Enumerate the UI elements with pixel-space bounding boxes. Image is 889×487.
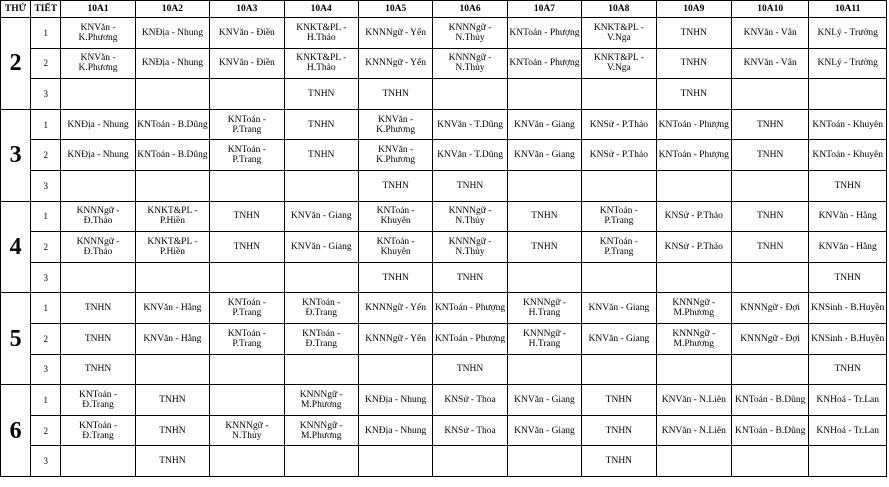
schedule-cell: KNToán - Đ.Trang: [284, 323, 358, 354]
schedule-cell: [433, 79, 507, 110]
schedule-cell: KNNNgữ - N.Thủy: [433, 232, 507, 263]
schedule-cell: KNToán - B.Dũng: [135, 140, 209, 171]
header-class-10a9: 10A9: [656, 1, 731, 18]
header-class-10a8: 10A8: [582, 1, 656, 18]
schedule-cell: KNSinh - B.Huyền: [809, 293, 887, 324]
schedule-cell: KNVăn - Giang: [582, 323, 656, 354]
schedule-cell: [61, 170, 135, 201]
schedule-cell: KNToán - P.Trang: [210, 293, 284, 324]
schedule-cell: [358, 446, 432, 477]
schedule-cell: KNSử - Thoa: [433, 385, 507, 416]
schedule-cell: KNKT&PL - P.Hiền: [135, 201, 209, 232]
schedule-cell: KNVăn - K.Phương: [61, 18, 135, 49]
schedule-cell: KNToán - Đ.Trang: [61, 415, 135, 446]
schedule-cell: KNVăn - Hằng: [809, 201, 887, 232]
schedule-cell: KNVăn - Giang: [507, 140, 581, 171]
schedule-cell: [210, 170, 284, 201]
day-cell: 3: [1, 109, 31, 201]
schedule-cell: KNVăn - Vân: [731, 18, 808, 49]
schedule-cell: [135, 170, 209, 201]
schedule-cell: TNHN: [358, 170, 432, 201]
period-cell: 2: [31, 232, 61, 263]
schedule-cell: [731, 262, 808, 293]
timetable-row: [1, 446, 887, 477]
schedule-cell: [284, 262, 358, 293]
period-cell: 1: [31, 201, 61, 232]
schedule-cell: [61, 446, 135, 477]
day-cell: 4: [1, 201, 31, 293]
schedule-cell: KNSử - P.Thảo: [582, 109, 656, 140]
timetable-row: [1, 323, 887, 354]
schedule-cell: TNHN: [284, 109, 358, 140]
schedule-cell: KNSử - P.Thảo: [656, 232, 731, 263]
header-class-10a3: 10A3: [210, 1, 284, 18]
schedule-cell: KNNNgữ - Đợi: [731, 323, 808, 354]
schedule-cell: KNVăn - T.Dũng: [433, 140, 507, 171]
period-cell: 3: [31, 79, 61, 110]
schedule-cell: KNNNgữ - M.Phương: [284, 415, 358, 446]
timetable-row: [1, 18, 887, 49]
schedule-cell: [582, 262, 656, 293]
schedule-cell: [507, 262, 581, 293]
header-period: TIẾT: [31, 1, 61, 18]
header-row: [1, 1, 887, 18]
schedule-cell: KNVăn - Hằng: [135, 293, 209, 324]
schedule-cell: KNToán - Khuyên: [809, 140, 887, 171]
timetable-row: [1, 232, 887, 263]
schedule-cell: KNVăn - K.Phương: [61, 48, 135, 79]
schedule-cell: TNHN: [731, 140, 808, 171]
schedule-cell: TNHN: [731, 109, 808, 140]
schedule-cell: [731, 79, 808, 110]
schedule-cell: KNToán - B.Dũng: [135, 109, 209, 140]
timetable-row: [1, 109, 887, 140]
period-cell: 2: [31, 140, 61, 171]
schedule-cell: KNĐịa - Nhung: [358, 385, 432, 416]
header-class-10a2: 10A2: [135, 1, 209, 18]
schedule-cell: KNVăn - K.Phương: [358, 140, 432, 171]
schedule-cell: [210, 262, 284, 293]
schedule-cell: TNHN: [433, 354, 507, 385]
schedule-cell: KNVăn - Giang: [284, 201, 358, 232]
timetable-row: [1, 293, 887, 324]
schedule-cell: KNKT&PL - H.Thảo: [284, 48, 358, 79]
header-class-10a1: 10A1: [61, 1, 135, 18]
schedule-cell: KNVăn - Giang: [284, 232, 358, 263]
schedule-cell: TNHN: [433, 262, 507, 293]
schedule-cell: KNNNgữ - M.Phương: [656, 293, 731, 324]
schedule-cell: [656, 262, 731, 293]
schedule-cell: [507, 79, 581, 110]
schedule-cell: [507, 354, 581, 385]
timetable-row: [1, 170, 887, 201]
schedule-cell: [433, 446, 507, 477]
period-cell: 2: [31, 323, 61, 354]
schedule-cell: TNHN: [656, 79, 731, 110]
schedule-cell: KNToán - Khuyên: [358, 232, 432, 263]
period-cell: 1: [31, 385, 61, 416]
schedule-cell: KNĐịa - Nhung: [135, 18, 209, 49]
schedule-cell: KNNNgữ - M.Phương: [656, 323, 731, 354]
schedule-cell: TNHN: [731, 201, 808, 232]
period-cell: 1: [31, 293, 61, 324]
schedule-cell: TNHN: [61, 354, 135, 385]
schedule-cell: TNHN: [582, 415, 656, 446]
schedule-cell: [135, 79, 209, 110]
header-class-10a7: 10A7: [507, 1, 581, 18]
schedule-cell: KNNNgữ - Đ.Thảo: [61, 201, 135, 232]
schedule-cell: KNNNgữ - H.Trang: [507, 293, 581, 324]
schedule-cell: KNĐịa - Nhung: [135, 48, 209, 79]
schedule-cell: KNSử - P.Thảo: [582, 140, 656, 171]
schedule-cell: [731, 170, 808, 201]
schedule-cell: TNHN: [358, 79, 432, 110]
period-cell: 2: [31, 48, 61, 79]
schedule-cell: [135, 354, 209, 385]
schedule-cell: KNVăn - Vân: [731, 48, 808, 79]
schedule-cell: KNNNgữ - Yến: [358, 293, 432, 324]
schedule-cell: TNHN: [656, 48, 731, 79]
schedule-cell: KNToán - Phượng: [656, 109, 731, 140]
schedule-cell: [284, 170, 358, 201]
schedule-cell: KNToán - Đ.Trang: [61, 385, 135, 416]
schedule-cell: TNHN: [210, 201, 284, 232]
period-cell: 3: [31, 262, 61, 293]
schedule-cell: [358, 354, 432, 385]
schedule-cell: KNKT&PL - V.Nga: [582, 18, 656, 49]
day-cell: 2: [1, 18, 31, 110]
schedule-cell: KNLý - Trường: [809, 18, 887, 49]
schedule-cell: KNNNgữ - Yến: [358, 323, 432, 354]
schedule-cell: TNHN: [284, 140, 358, 171]
schedule-cell: TNHN: [809, 354, 887, 385]
schedule-cell: [656, 170, 731, 201]
schedule-cell: KNToán - B.Dũng: [731, 415, 808, 446]
schedule-cell: KNKT&PL - V.Nga: [582, 48, 656, 79]
schedule-cell: [507, 446, 581, 477]
schedule-cell: KNNNgữ - N.Thủy: [433, 48, 507, 79]
schedule-cell: [210, 385, 284, 416]
schedule-cell: KNSinh - B.Huyền: [809, 323, 887, 354]
header-day: THỨ: [1, 1, 31, 18]
schedule-cell: KNVăn - Hằng: [809, 232, 887, 263]
header-class-10a6: 10A6: [433, 1, 507, 18]
schedule-cell: TNHN: [61, 293, 135, 324]
period-cell: 3: [31, 354, 61, 385]
schedule-cell: KNNNgữ - M.Phương: [284, 385, 358, 416]
schedule-cell: TNHN: [507, 201, 581, 232]
timetable-row: [1, 415, 887, 446]
schedule-cell: KNToán - P.Trang: [210, 109, 284, 140]
schedule-cell: KNVăn - Giang: [507, 109, 581, 140]
schedule-cell: TNHN: [582, 446, 656, 477]
schedule-cell: [731, 354, 808, 385]
schedule-cell: TNHN: [61, 323, 135, 354]
schedule-cell: TNHN: [507, 232, 581, 263]
schedule-cell: KNKT&PL - H.Thảo: [284, 18, 358, 49]
schedule-cell: [135, 262, 209, 293]
schedule-cell: [656, 354, 731, 385]
period-cell: 3: [31, 170, 61, 201]
schedule-cell: [656, 446, 731, 477]
period-cell: 1: [31, 109, 61, 140]
schedule-cell: [809, 79, 887, 110]
schedule-cell: TNHN: [135, 385, 209, 416]
schedule-cell: KNNNgữ - N.Thủy: [210, 415, 284, 446]
schedule-cell: KNĐịa - Nhung: [61, 140, 135, 171]
schedule-cell: KNVăn - K.Phương: [358, 109, 432, 140]
header-class-10a10: 10A10: [731, 1, 808, 18]
schedule-cell: TNHN: [809, 262, 887, 293]
schedule-cell: KNToán - Phượng: [507, 18, 581, 49]
schedule-cell: KNNNgữ - Đ.Thảo: [61, 232, 135, 263]
schedule-cell: [284, 446, 358, 477]
schedule-cell: [809, 446, 887, 477]
schedule-cell: KNSử - P.Thảo: [656, 201, 731, 232]
timetable-row: [1, 201, 887, 232]
schedule-cell: KNToán - Khuyên: [809, 109, 887, 140]
schedule-cell: KNLý - Trường: [809, 48, 887, 79]
schedule-cell: KNToán - Khuyên: [358, 201, 432, 232]
schedule-cell: KNToán - Đ.Trang: [284, 293, 358, 324]
schedule-cell: TNHN: [809, 170, 887, 201]
schedule-cell: KNToán - Phượng: [656, 140, 731, 171]
day-cell: 5: [1, 293, 31, 385]
schedule-cell: KNVăn - Điền: [210, 48, 284, 79]
period-cell: 2: [31, 415, 61, 446]
schedule-cell: KNNNgữ - N.Thủy: [433, 18, 507, 49]
timetable-row: [1, 385, 887, 416]
schedule-cell: [582, 79, 656, 110]
header-class-10a11: 10A11: [809, 1, 887, 18]
schedule-cell: [582, 354, 656, 385]
schedule-cell: KNNNgữ - N.Thủy: [433, 201, 507, 232]
schedule-cell: KNVăn - Giang: [582, 293, 656, 324]
schedule-cell: KNToán - Phượng: [433, 323, 507, 354]
schedule-cell: [61, 262, 135, 293]
schedule-cell: KNNNgữ - H.Trang: [507, 323, 581, 354]
schedule-cell: KNVăn - N.Liên: [656, 385, 731, 416]
schedule-cell: [284, 354, 358, 385]
schedule-cell: KNĐịa - Nhung: [358, 415, 432, 446]
schedule-cell: KNHoá - Tr.Lan: [809, 385, 887, 416]
schedule-cell: KNVăn - T.Dũng: [433, 109, 507, 140]
schedule-cell: KNToán - P.Trang: [582, 232, 656, 263]
schedule-cell: KNNNgữ - Đợi: [731, 293, 808, 324]
schedule-cell: [210, 79, 284, 110]
schedule-cell: TNHN: [731, 232, 808, 263]
schedule-cell: [210, 354, 284, 385]
schedule-cell: KNVăn - N.Liên: [656, 415, 731, 446]
schedule-cell: KNVăn - Hằng: [135, 323, 209, 354]
timetable-row: [1, 79, 887, 110]
schedule-cell: KNToán - Phượng: [433, 293, 507, 324]
schedule-cell: TNHN: [358, 262, 432, 293]
schedule-cell: [731, 446, 808, 477]
schedule-cell: KNVăn - Giang: [507, 415, 581, 446]
schedule-cell: TNHN: [135, 415, 209, 446]
schedule-cell: [582, 170, 656, 201]
schedule-cell: KNToán - Phượng: [507, 48, 581, 79]
timetable-row: [1, 48, 887, 79]
schedule-cell: TNHN: [284, 79, 358, 110]
day-cell: 6: [1, 385, 31, 477]
timetable-body: [1, 18, 887, 477]
schedule-cell: KNToán - P.Trang: [582, 201, 656, 232]
schedule-cell: KNToán - P.Trang: [210, 323, 284, 354]
schedule-cell: TNHN: [210, 232, 284, 263]
schedule-cell: KNToán - P.Trang: [210, 140, 284, 171]
schedule-cell: TNHN: [135, 446, 209, 477]
schedule-cell: TNHN: [582, 385, 656, 416]
schedule-cell: TNHN: [656, 18, 731, 49]
timetable-row: [1, 262, 887, 293]
schedule-cell: [210, 446, 284, 477]
period-cell: 3: [31, 446, 61, 477]
timetable-row: [1, 140, 887, 171]
timetable-row: [1, 354, 887, 385]
header-class-10a4: 10A4: [284, 1, 358, 18]
schedule-cell: KNHoá - Tr.Lan: [809, 415, 887, 446]
schedule-cell: KNSử - Thoa: [433, 415, 507, 446]
schedule-cell: KNToán - B.Dũng: [731, 385, 808, 416]
schedule-cell: KNĐịa - Nhung: [61, 109, 135, 140]
schedule-cell: [507, 170, 581, 201]
schedule-cell: KNNNgữ - Yến: [358, 18, 432, 49]
schedule-cell: [61, 79, 135, 110]
schedule-cell: KNVăn - Giang: [507, 385, 581, 416]
header-class-10a5: 10A5: [358, 1, 432, 18]
schedule-cell: TNHN: [433, 170, 507, 201]
schedule-cell: KNVăn - Điền: [210, 18, 284, 49]
schedule-cell: KNKT&PL - P.Hiền: [135, 232, 209, 263]
schedule-cell: KNNNgữ - Yến: [358, 48, 432, 79]
period-cell: 1: [31, 18, 61, 49]
